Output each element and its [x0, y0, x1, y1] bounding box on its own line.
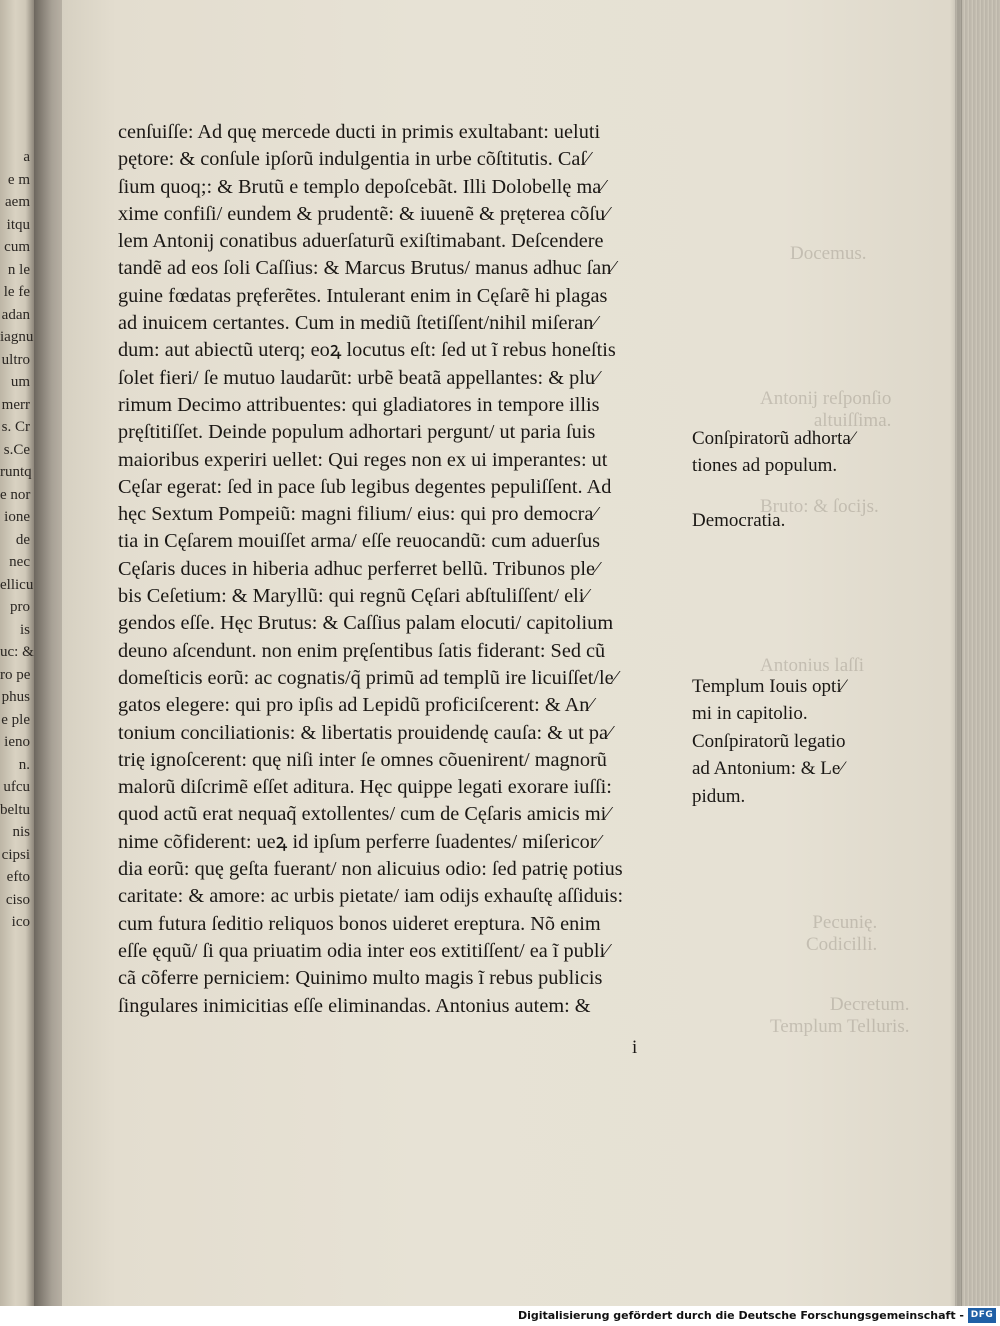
- text-line: Cęſaris duces in hiberia adhuc perferret bellũ. Tribunos ple⁄: [118, 557, 599, 580]
- page-edge-shadow: [950, 0, 962, 1306]
- text-line: gendos eſſe. Hęc Brutus: & Caſſius palam elocuti/ capitolium: [118, 612, 614, 635]
- left-fragment: e ple: [1, 711, 30, 728]
- text-line: tonium conciliationis: & libertatis prouidendę cauſa: & ut pa⁄: [118, 721, 612, 744]
- dfg-logo-icon: DFG: [968, 1308, 996, 1323]
- left-fragment: is: [19, 621, 30, 638]
- text-line: eſſe ęquũ/ ſi qua priuatim odia inter eos extitiſſent/ ea ĩ publi⁄: [118, 939, 609, 962]
- bleed-through-text: Decretum. Templum Telluris.: [770, 994, 910, 1037]
- left-page-edge: [0, 0, 34, 1306]
- text-line: xime confiſi/ eundem & prudentẽ: & iuuenẽ & pręterea cõſu⁄: [118, 202, 609, 225]
- marginal-note-line: pidum.: [692, 785, 746, 807]
- left-fragment: e m: [7, 171, 30, 188]
- text-line: quod actũ erat nequaq̃ extollentes/ cum de Cęſaris amicis mi⁄: [118, 803, 610, 826]
- marginal-note: [692, 425, 854, 480]
- left-fragment: s.Ce: [3, 441, 30, 458]
- marginal-note-line: tiones ad populum.: [692, 455, 838, 477]
- left-fragment: a: [23, 149, 30, 165]
- left-fragment: adan: [1, 306, 30, 323]
- left-fragment: ellicu: [0, 576, 34, 593]
- text-line: cã cõferre perniciem: Quinimo multo magis ĩ rebus publicis: [118, 967, 603, 990]
- text-line: tia in Cęſarem mouiſſet arma/ eſſe reuocandũ: cum aduerſus: [118, 530, 601, 553]
- text-line: maioribus experiri uellet: Qui reges non ex ui imperantes: ut: [118, 448, 608, 471]
- text-line: cenſuiſſe: Ad quę mercede ducti in primis exultabant: ueluti: [118, 121, 601, 143]
- left-fragment: uc: &: [0, 644, 34, 660]
- text-line: bis Ceſetium: & Maryllũ: qui regnũ Cęſari abſtuliſſent/ eli⁄: [118, 585, 588, 608]
- marginal-note-line: Conſpiratorũ adhorta⁄: [692, 428, 854, 449]
- text-line: domeſticis eorũ: ac cognatis/q̃ primũ ad templũ ire licuiſſet/le⁄: [118, 666, 618, 689]
- bleed-through-text: Bruto: & ſocijs.: [760, 496, 879, 517]
- text-line: rimum Decimo attribuentes: qui gladiatores in tempore illis: [118, 393, 600, 416]
- left-fragment: le fe: [3, 284, 30, 300]
- left-fragment: phus: [1, 689, 30, 705]
- left-fragment: pro: [10, 599, 30, 615]
- marginal-note: [692, 728, 846, 810]
- text-line: cum futura ſeditio reliquos bonos uideret ereptura. Nõ enim: [118, 912, 601, 935]
- text-line: guine fœdatas pręferẽtes. Intulerant enim in Cęſarẽ hi plagas: [118, 284, 608, 307]
- signature-mark: i: [632, 1037, 638, 1058]
- text-line: hęc Sextum Pompeiũ: magni filium/ eius: qui pro democra⁄: [118, 503, 597, 526]
- text-line: ad inuicem certantes. Cum in mediũ ſtetiſſent/nihil miſeran⁄: [118, 312, 597, 335]
- left-fragment: beltu: [0, 801, 30, 818]
- text-line: caritate: & amore: ac urbis pietate/ iam odijs exhauſtę aſſiduis:: [118, 885, 624, 908]
- text-line: Cęſar egerat: ſed in pace ſub legibus degentes pepuliſſent. Ad: [118, 475, 612, 498]
- marginal-note: [692, 673, 845, 728]
- bleed-through-text: Pecunię. Codicilli.: [806, 912, 878, 955]
- text-line: gatos elegere: qui pro ipſis ad Lepidũ proficiſcerent: & An⁄: [118, 694, 593, 717]
- bleed-through-text: Docemus.: [790, 243, 867, 264]
- left-fragment: de: [15, 531, 30, 548]
- left-fragment: cum: [4, 239, 30, 255]
- marginal-note-line: Conſpiratorũ legatio: [692, 731, 846, 752]
- text-line: ſium quoq;: & Brutũ e templo depoſcebãt. Illi Dolobellę ma⁄: [118, 175, 605, 198]
- marginal-note: [692, 507, 785, 534]
- bleed-through-text: Antonius laſſi: [760, 655, 864, 676]
- marginal-note-line: Democratia.: [692, 510, 786, 531]
- text-line: trię ignoſcerent: quę niſi inter ſe omnes cõuenirent/ magnorũ: [118, 748, 607, 771]
- left-fragment: aem: [5, 194, 30, 210]
- bleed-through-text: Antonij reſponſio altuiſſima.: [760, 388, 892, 431]
- left-fragment: runtq: [0, 464, 32, 480]
- marginal-note-line: Templum Iouis opti⁄: [692, 676, 845, 697]
- left-fragment: s. Cr: [1, 419, 30, 435]
- left-fragment: cipsi: [1, 846, 30, 863]
- left-fragment: ciso: [5, 891, 30, 908]
- marginal-note-line: mi in capitolio.: [692, 703, 808, 725]
- digitization-footer: [0, 1306, 1000, 1326]
- left-fragment: e nor: [0, 486, 31, 503]
- marginal-note-line: ad Antonium: & Le⁄: [692, 758, 844, 780]
- left-fragment: iagnu: [0, 329, 34, 345]
- main-text-block: [118, 119, 658, 1020]
- text-line: tandẽ ad eos ſoli Caſſius: & Marcus Brutus/ manus adhuc ſan⁄: [118, 257, 615, 280]
- left-fragment: nis: [12, 824, 30, 840]
- text-line: nime cõfiderent: ueꝝ id ipſum perferre ſuadentes/ miſericor⁄: [118, 830, 600, 853]
- text-line: lem Antonij conatibus aduerſaturũ exiſtimabant. Deſcendere: [118, 230, 604, 253]
- text-line: deuno aſcendunt. non enim pręſentibus ſatis fiderant: Sed cũ: [118, 639, 606, 662]
- left-fragment: n le: [7, 261, 30, 278]
- left-fragment: ro pe: [0, 666, 31, 683]
- left-fragment: nec: [9, 554, 30, 570]
- left-fragment: ultro: [1, 351, 30, 368]
- text-line: ſingulares inimicitias eſſe eliminandas. Antonius autem: &: [118, 994, 591, 1017]
- left-fragment: ico: [11, 914, 30, 930]
- footer-credit-text: Digitalisierung gefördert durch die Deutsche Forschungsgemeinschaft -: [517, 1309, 964, 1322]
- left-fragment: ufcu: [3, 779, 30, 795]
- left-page-text-fragments: [0, 146, 34, 934]
- text-line: malorũ diſcrimẽ eſſet aditura. Hęc quippe legati exorare iuſſi:: [118, 776, 612, 799]
- text-line: ſolet fieri/ ſe mutuo laudarũt: urbẽ beatã appellantes: & plu⁄: [118, 366, 599, 389]
- left-fragment: ieno: [4, 734, 30, 750]
- left-fragment: merr: [1, 396, 30, 413]
- left-fragment: efto: [6, 869, 30, 885]
- left-fragment: ione: [4, 509, 30, 525]
- text-line: pręſtitiſſet. Deinde populum adhortari pergunt/ ut paria ſuis: [118, 421, 596, 444]
- left-fragment: itqu: [6, 216, 30, 233]
- text-line: dum: aut abiectũ uterq; eoꝝ locutus eſt: ſed ut ĩ rebus honeſtis: [118, 339, 616, 362]
- left-fragment: n.: [18, 756, 30, 773]
- left-fragment: um: [10, 374, 30, 390]
- text-line: pętore: & conſule ipſorũ indulgentia in urbe cõſtitutis. Caſ⁄: [118, 148, 590, 171]
- text-line: dia eorũ: quę geſta fuerant/ non alicuius odio: ſed patrię potius: [118, 858, 623, 881]
